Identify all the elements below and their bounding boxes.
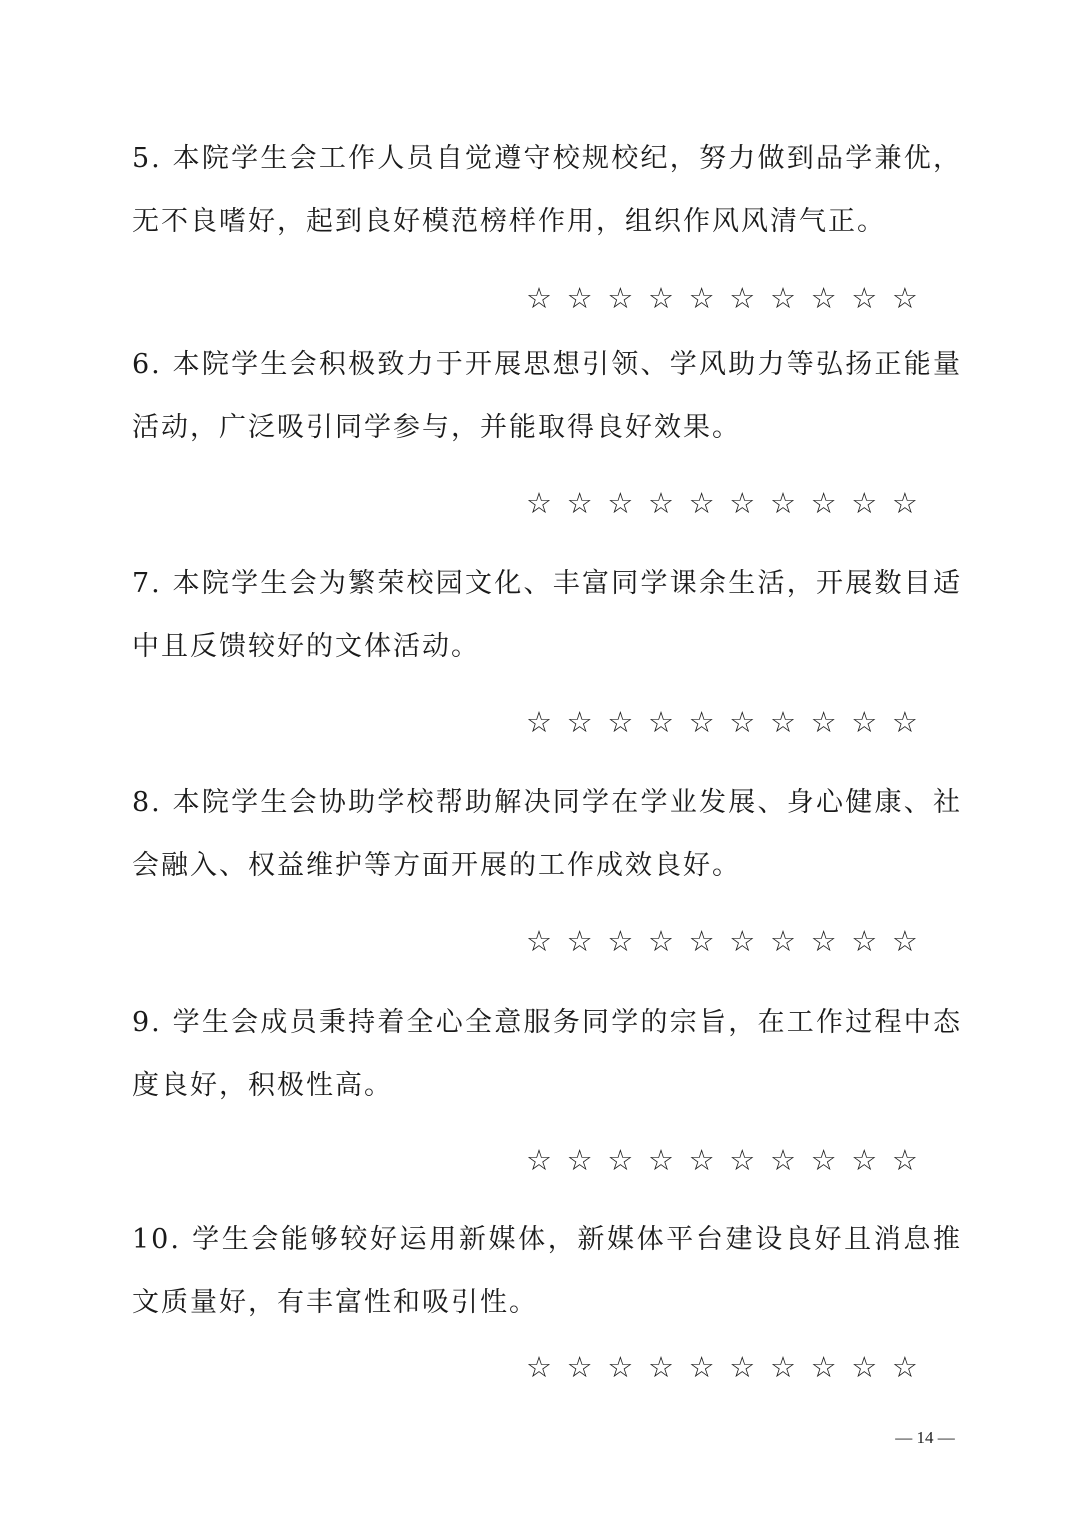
star-icon[interactable]: ☆ (688, 486, 715, 520)
star-icon[interactable]: ☆ (810, 1350, 837, 1384)
item-8-text: 8. 本院学生会协助学校帮助解决同学在学业发展、身心健康、社会融入、权益维护等方面开展的工作成效良好。 (132, 787, 962, 881)
star-icon[interactable]: ☆ (688, 1350, 715, 1384)
star-icon[interactable]: ☆ (526, 281, 552, 315)
star-icon[interactable]: ☆ (526, 486, 552, 520)
star-icon[interactable]: ☆ (729, 705, 756, 739)
star-icon[interactable]: ☆ (810, 924, 837, 958)
star-icon[interactable]: ☆ (729, 924, 756, 958)
star-icon[interactable]: ☆ (810, 486, 837, 520)
star-icon[interactable]: ☆ (729, 486, 756, 520)
star-icon[interactable]: ☆ (891, 705, 918, 739)
star-icon[interactable]: ☆ (607, 486, 634, 520)
star-icon[interactable]: ☆ (688, 705, 715, 739)
star-icon[interactable]: ☆ (810, 281, 837, 315)
star-icon[interactable]: ☆ (688, 281, 715, 315)
star-icon[interactable]: ☆ (891, 924, 918, 958)
star-icon[interactable]: ☆ (851, 486, 878, 520)
star-icon[interactable]: ☆ (607, 281, 634, 315)
star-icon[interactable]: ☆ (607, 1143, 634, 1177)
star-icon[interactable]: ☆ (810, 1143, 837, 1177)
star-icon[interactable]: ☆ (810, 705, 837, 739)
item-9-text: 9. 学生会成员秉持着全心全意服务同学的宗旨，在工作过程中态度良好，积极性高。 (132, 1007, 962, 1101)
star-icon[interactable]: ☆ (566, 486, 593, 520)
survey-item-5 (132, 127, 962, 253)
star-icon[interactable]: ☆ (647, 924, 674, 958)
item-6-star-rating (522, 486, 922, 520)
star-icon[interactable]: ☆ (566, 281, 593, 315)
star-icon[interactable]: ☆ (851, 924, 878, 958)
star-icon[interactable]: ☆ (526, 705, 552, 739)
star-icon[interactable]: ☆ (566, 705, 593, 739)
item-10-text: 10. 学生会能够较好运用新媒体，新媒体平台建设良好且消息推文质量好，有丰富性和吸引性。 (132, 1224, 962, 1318)
star-icon[interactable]: ☆ (769, 281, 796, 315)
star-icon[interactable]: ☆ (769, 924, 796, 958)
star-icon[interactable]: ☆ (769, 1143, 796, 1177)
star-icon[interactable]: ☆ (607, 924, 634, 958)
item-6-text: 6. 本院学生会积极致力于开展思想引领、学风助力等弘扬正能量活动，广泛吸引同学参与，并能取得良好效果。 (132, 349, 962, 443)
survey-item-8 (132, 771, 962, 897)
star-icon[interactable]: ☆ (769, 705, 796, 739)
star-icon[interactable]: ☆ (647, 486, 674, 520)
item-5-text: 5. 本院学生会工作人员自觉遵守校规校纪，努力做到品学兼优，无不良嗜好，起到良好模范榜样作用，组织作风风清气正。 (132, 143, 962, 237)
star-icon[interactable]: ☆ (647, 1143, 674, 1177)
star-icon[interactable]: ☆ (729, 1143, 756, 1177)
star-icon[interactable]: ☆ (729, 1350, 756, 1384)
item-7-text: 7. 本院学生会为繁荣校园文化、丰富同学课余生活，开展数目适中且反馈较好的文体活动。 (132, 568, 962, 662)
star-icon[interactable]: ☆ (688, 924, 715, 958)
item-7-star-rating (522, 705, 922, 739)
star-icon[interactable]: ☆ (647, 1350, 674, 1384)
star-icon[interactable]: ☆ (769, 486, 796, 520)
star-icon[interactable]: ☆ (851, 1350, 878, 1384)
star-icon[interactable]: ☆ (566, 1350, 593, 1384)
star-icon[interactable]: ☆ (526, 1143, 552, 1177)
star-icon[interactable]: ☆ (526, 1350, 552, 1384)
item-8-star-rating (522, 924, 922, 958)
item-9-star-rating (522, 1143, 922, 1177)
star-icon[interactable]: ☆ (891, 486, 918, 520)
star-icon[interactable]: ☆ (647, 281, 674, 315)
star-icon[interactable]: ☆ (891, 281, 918, 315)
item-5-star-rating (522, 281, 922, 315)
survey-item-7 (132, 552, 962, 678)
star-icon[interactable]: ☆ (851, 1143, 878, 1177)
star-icon[interactable]: ☆ (607, 705, 634, 739)
survey-item-10 (132, 1208, 962, 1334)
star-icon[interactable]: ☆ (851, 281, 878, 315)
star-icon[interactable]: ☆ (607, 1350, 634, 1384)
item-10-star-rating (522, 1350, 922, 1384)
survey-item-6 (132, 333, 962, 459)
star-icon[interactable]: ☆ (688, 1143, 715, 1177)
star-icon[interactable]: ☆ (729, 281, 756, 315)
star-icon[interactable]: ☆ (526, 924, 552, 958)
survey-item-9 (132, 991, 962, 1117)
star-icon[interactable]: ☆ (647, 705, 674, 739)
star-icon[interactable]: ☆ (851, 705, 878, 739)
star-icon[interactable]: ☆ (891, 1350, 918, 1384)
page-number: — 14 — (895, 1428, 955, 1447)
star-icon[interactable]: ☆ (566, 1143, 593, 1177)
star-icon[interactable]: ☆ (769, 1350, 796, 1384)
star-icon[interactable]: ☆ (891, 1143, 918, 1177)
star-icon[interactable]: ☆ (566, 924, 593, 958)
